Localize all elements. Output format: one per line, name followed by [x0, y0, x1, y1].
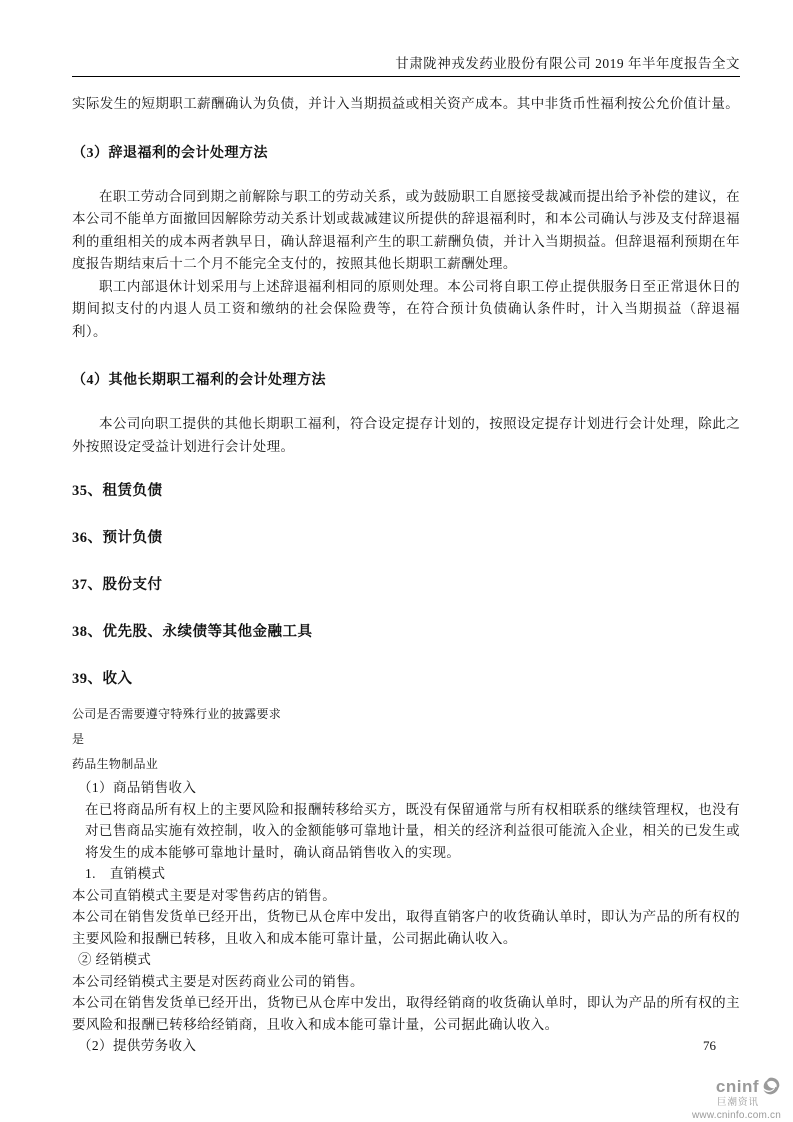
- cninfo-chinese-name: 巨潮资讯: [716, 1097, 759, 1108]
- revenue-block: [72, 777, 740, 1057]
- industry-name: 药品生物制品业: [72, 757, 159, 771]
- disclosure-answer: 是: [72, 732, 85, 746]
- dist-mode-line-2: 本公司在销售发货单已经开出，货物已从仓库中发出，取得经销商的收货确认单时，即认为产品的所有权的主要风险和报酬已转移给经销商，且收入和成本能可靠计量，公司据此确认收入。: [72, 995, 740, 1032]
- direct-mode-line-1: 本公司直销模式主要是对零售药店的销售。: [72, 887, 337, 903]
- disclosure-question: 公司是否需要遵守特殊行业的披露要求: [72, 707, 282, 721]
- heading-37: 37、股份支付: [72, 577, 163, 593]
- page-header: [72, 56, 740, 77]
- direct-mode-heading: 1. 直销模式: [85, 866, 166, 881]
- services-revenue-heading: （2）提供劳务收入: [78, 1038, 197, 1053]
- cninfo-brand: [692, 1076, 781, 1121]
- numbered-headings: [72, 479, 740, 688]
- dist-mode-heading: ② 经销模式: [78, 952, 152, 967]
- direct-mode-line-2: 本公司在销售发货单已经开出，货物已从仓库中发出，取得直销客户的收货确认单时，即认为产品的所有权的主要风险和报酬已转移，且收入和成本能可靠计量，公司据此确认收入。: [72, 909, 740, 946]
- carryover-paragraph: 实际发生的短期职工薪酬确认为负债，并计入当期损益或相关资产成本。其中非货币性福利按公允价值计量。: [72, 96, 740, 111]
- section3-paragraph-2: 职工内部退休计划采用与上述辞退福利相同的原则处理。本公司将自职工停止提供服务日至正常退休日的期间拟支付的内退人员工资和缴纳的社会保险费等，在符合预计负债确认条件时，计入当期损益（辞退福利）。: [72, 278, 740, 339]
- cninfo-swirl-icon: [761, 1076, 781, 1096]
- page-number: 76: [703, 1038, 716, 1053]
- section4-paragraph-1: 本公司向职工提供的其他长期职工福利，符合设定提存计划的，按照设定提存计划进行会计处理，除此之外按照设定受益计划进行会计处理。: [72, 416, 740, 454]
- section4-heading: （4）其他长期职工福利的会计处理方法: [72, 373, 326, 388]
- section3-paragraph-1: 在职工劳动合同到期之前解除与职工的劳动关系，或为鼓励职工自愿接受裁减而提出给予补偿的建议，在本公司不能单方面撤回因解除劳动关系计划或裁减建议所提供的辞退福利时，和本公司确认与涉及支付辞退福利的重组相关的成本两者孰早日，确认辞退福利产生的职工薪酬负债，并计入当期损益。但辞退福利预期在年度报告期结束后十二个月不能完全支付的，按照其他长期职工薪酬处理。: [72, 188, 740, 271]
- cninfo-url: www.cninfo.com.cn: [692, 1109, 781, 1121]
- disclosure-block: [72, 702, 740, 777]
- header-divider: [72, 76, 740, 77]
- heading-38: 38、优先股、永续债等其他金融工具: [72, 624, 313, 640]
- heading-36: 36、预计负债: [72, 530, 163, 546]
- heading-35: 35、租赁负债: [72, 483, 163, 499]
- section3-heading: （3）辞退福利的会计处理方法: [72, 145, 268, 161]
- cninfo-logo-text: cninf: [715, 1076, 759, 1096]
- heading-39: 39、收入: [72, 671, 133, 687]
- goods-revenue-heading: （1）商品销售收入: [78, 780, 197, 795]
- goods-revenue-paragraph: 在已将商品所有权上的主要风险和报酬转移给买方，既没有保留通常与所有权相联系的继续管理权，也没有对已售商品实施有效控制，收入的金额能够可靠地计量，相关的经济利益很可能流入企业，相关的已发生或将发生的成本能够可靠地计量时，确认商品销售收入的实现。: [85, 801, 740, 860]
- report-header-title: 甘肃陇神戎发药业股份有限公司 2019 年半年度报告全文: [395, 56, 740, 71]
- dist-mode-line-1: 本公司经销模式主要是对医药商业公司的销售。: [72, 973, 364, 989]
